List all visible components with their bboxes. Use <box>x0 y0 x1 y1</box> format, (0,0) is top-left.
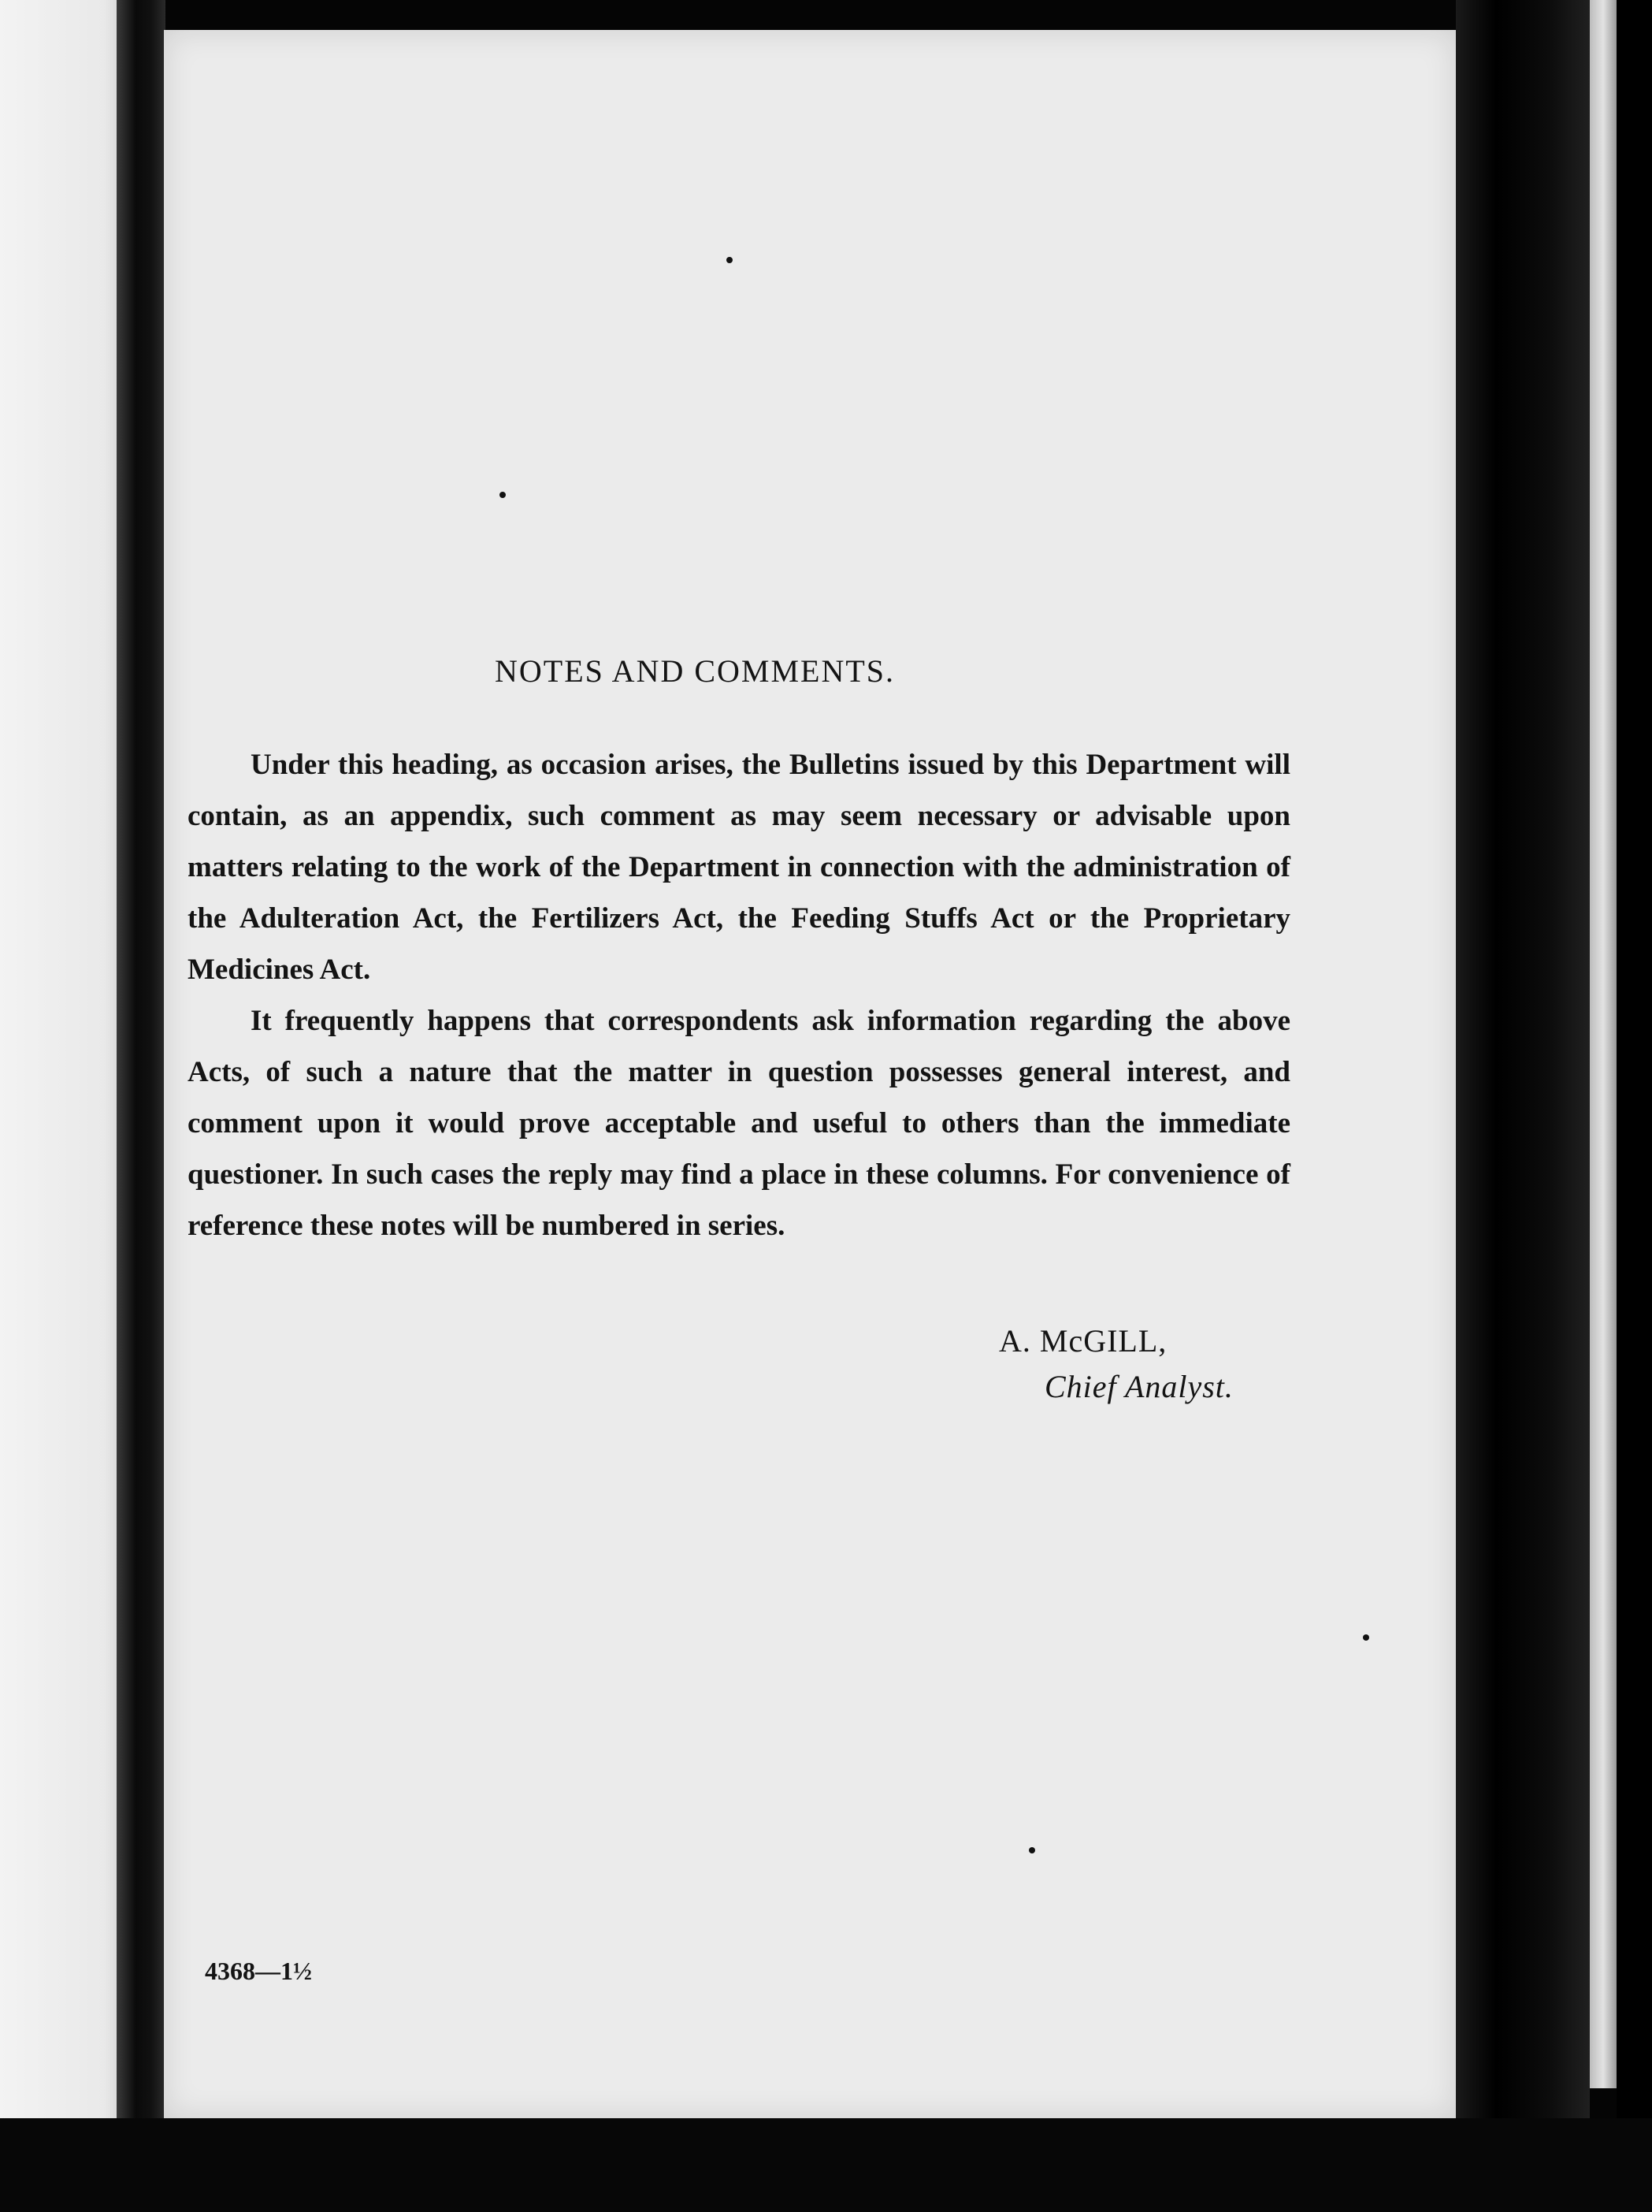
document-page <box>164 30 1456 2118</box>
dust-speck <box>499 492 506 498</box>
scan-border <box>1617 0 1652 2212</box>
signatory-title: Chief Analyst. <box>1045 1369 1234 1404</box>
right-shadow <box>1456 0 1590 2212</box>
signature-block <box>999 1318 1314 1410</box>
paragraph-2: It frequently happens that correspondents ask information regarding the above Acts, of such a nature that the matter in question possesses general interest, and comment upon it would prove acceptable and useful to others than the immediate questioner. In such cases the reply may find a place in these columns. For convenience of reference these notes will be numbered in series. <box>187 1005 1290 1242</box>
page-marker: 4368—1½ <box>205 1957 312 1985</box>
paragraph-1: Under this heading, as occasion arises, the Bulletins issued by this Department will contain, as an appendix, such comment as may seem necessary or advisable upon matters relating to the work of the Department in connection with the administration of the Adulteration Act, the Fertilizers Act, the Feeding Stuffs Act or the Proprietary Medicines Act. <box>187 749 1290 986</box>
dust-speck <box>1363 1634 1369 1641</box>
book-gutter <box>117 0 165 2212</box>
page-content <box>164 30 1456 2118</box>
body-text <box>187 739 1290 1251</box>
page-heading: NOTES AND COMMENTS. <box>495 653 896 689</box>
left-page-edge <box>0 0 130 2212</box>
signatory-name: A. McGILL, <box>999 1323 1168 1359</box>
dust-speck <box>1029 1847 1035 1853</box>
scan-bottom-border <box>0 2118 1652 2212</box>
dust-speck <box>726 257 733 263</box>
page-edge-strip <box>1590 0 1617 2088</box>
